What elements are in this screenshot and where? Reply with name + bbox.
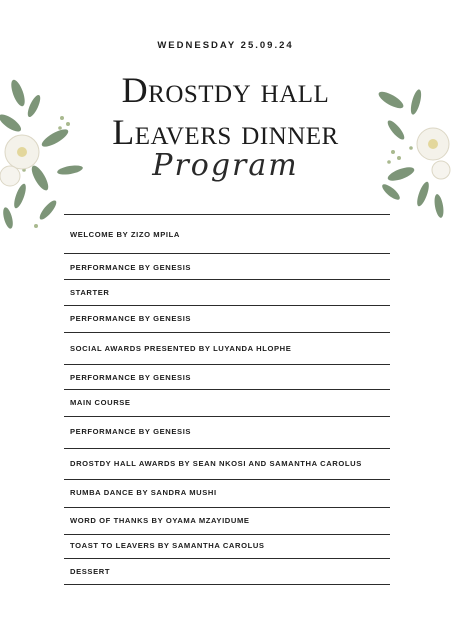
divider	[64, 448, 390, 449]
divider	[64, 558, 390, 559]
title-line-2: Leavers dinner	[112, 112, 339, 152]
divider	[64, 279, 390, 280]
divider	[64, 332, 390, 333]
divider	[64, 584, 390, 585]
divider	[64, 253, 390, 254]
program-subtitle: Program	[152, 148, 299, 183]
program-item: DROSTDY HALL AWARDS BY SEAN NKOSI AND SAMANTHA CAROLUS	[70, 459, 362, 468]
program-item: TOAST TO LEAVERS BY SAMANTHA CAROLUS	[70, 541, 265, 550]
program-item: RUMBA DANCE BY SANDRA MUSHI	[70, 488, 217, 497]
divider	[64, 534, 390, 535]
program-item: PERFORMANCE BY GENESIS	[70, 314, 192, 323]
divider	[64, 214, 390, 215]
divider	[64, 364, 390, 365]
divider	[64, 479, 390, 480]
title-line-1: Drostdy hall	[121, 70, 330, 110]
event-date: WEDNESDAY 25.09.24	[157, 40, 294, 51]
divider	[64, 305, 390, 306]
divider	[64, 389, 390, 390]
program-item: WORD OF THANKS BY OYAMA MZAYIDUME	[70, 516, 250, 525]
program-item: PERFORMANCE BY GENESIS	[70, 373, 192, 382]
program-item: MAIN COURSE	[70, 398, 131, 407]
program-item: STARTER	[70, 288, 110, 297]
program-item: PERFORMANCE BY GENESIS	[70, 263, 192, 272]
program-item: DESSERT	[70, 567, 111, 576]
program-item: PERFORMANCE BY GENESIS	[70, 427, 192, 436]
program-item: SOCIAL AWARDS PRESENTED BY LUYANDA HLOPHE	[70, 344, 292, 353]
divider	[64, 507, 390, 508]
divider	[64, 416, 390, 417]
program-item: WELCOME BY ZIZO MPILA	[70, 230, 180, 239]
